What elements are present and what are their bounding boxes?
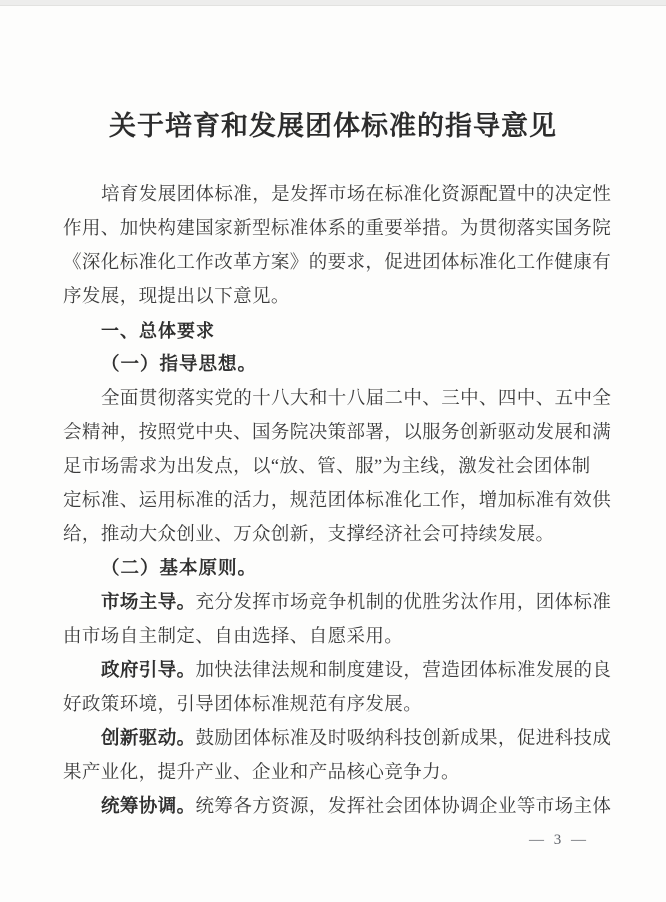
paragraph-line: 给，推动大众创业、万众创新，支撑经济社会可持续发展。 bbox=[63, 525, 555, 545]
paragraph-lead: 政府引导。 bbox=[101, 661, 196, 681]
paragraph-line: 作用、加快构建国家新型标准体系的重要举措。为贯彻落实国务院 bbox=[63, 219, 612, 239]
paragraph-line: 定标准、运用标准的活力，规范团体标准化工作，增加标准有效供 bbox=[63, 491, 612, 511]
paragraph-text: 统筹各方资源，发挥社会团体协调企业等市场主体 bbox=[195, 797, 612, 817]
paragraph-text: 充分发挥市场竞争机制的优胜劣汰作用，团体标准 bbox=[195, 593, 612, 613]
paragraph-line: 培育发展团体标准，是发挥市场在标准化资源配置中的决定性 bbox=[101, 185, 612, 205]
paragraph-line bbox=[63, 586, 612, 620]
paragraph-text: 加快法律法规和制度建设，营造团体标准发展的良 bbox=[195, 661, 612, 681]
paragraph-line: 全面贯彻落实党的十八大和十八届二中、三中、四中、五中全 bbox=[101, 389, 612, 409]
paragraph-line: 《深化标准化工作改革方案》的要求，促进团体标准化工作健康有 bbox=[63, 253, 612, 273]
page-number: — 3 — bbox=[529, 832, 589, 848]
paragraph-text: 鼓励团体标准及时吸纳科技创新成果，促进科技成 bbox=[195, 729, 612, 749]
document-body bbox=[63, 178, 612, 824]
paragraph-line bbox=[63, 722, 612, 756]
paragraph-line: 序发展，现提出以下意见。 bbox=[63, 287, 290, 307]
paragraph-line: 由市场自主制定、自由选择、自愿采用。 bbox=[63, 627, 404, 647]
paragraph-lead: 统筹协调。 bbox=[101, 797, 196, 817]
paragraph-line: 足市场需求为出发点，以“放、管、服”为主线，激发社会团体制 bbox=[63, 457, 591, 477]
paragraph-lead: 创新驱动。 bbox=[101, 729, 196, 749]
paragraph-line: 会精神，按照党中央、国务院决策部署，以服务创新驱动发展和满 bbox=[63, 423, 612, 443]
paragraph-line bbox=[63, 654, 612, 688]
paragraph-line: 果产业化，提升产业、企业和产品核心竞争力。 bbox=[63, 763, 460, 783]
paragraph-lead: 市场主导。 bbox=[101, 593, 196, 613]
scan-edge-artifact bbox=[0, 0, 666, 6]
document-title: 关于培育和发展团体标准的指导意见 bbox=[109, 111, 557, 141]
paragraph-line bbox=[63, 790, 612, 824]
section-heading: 一、总体要求 bbox=[101, 321, 215, 341]
subsection-heading: （二）基本原则。 bbox=[101, 559, 258, 579]
paragraph-line: 好政策环境，引导团体标准规范有序发展。 bbox=[63, 695, 423, 715]
subsection-heading: （一）指导思想。 bbox=[101, 355, 258, 375]
